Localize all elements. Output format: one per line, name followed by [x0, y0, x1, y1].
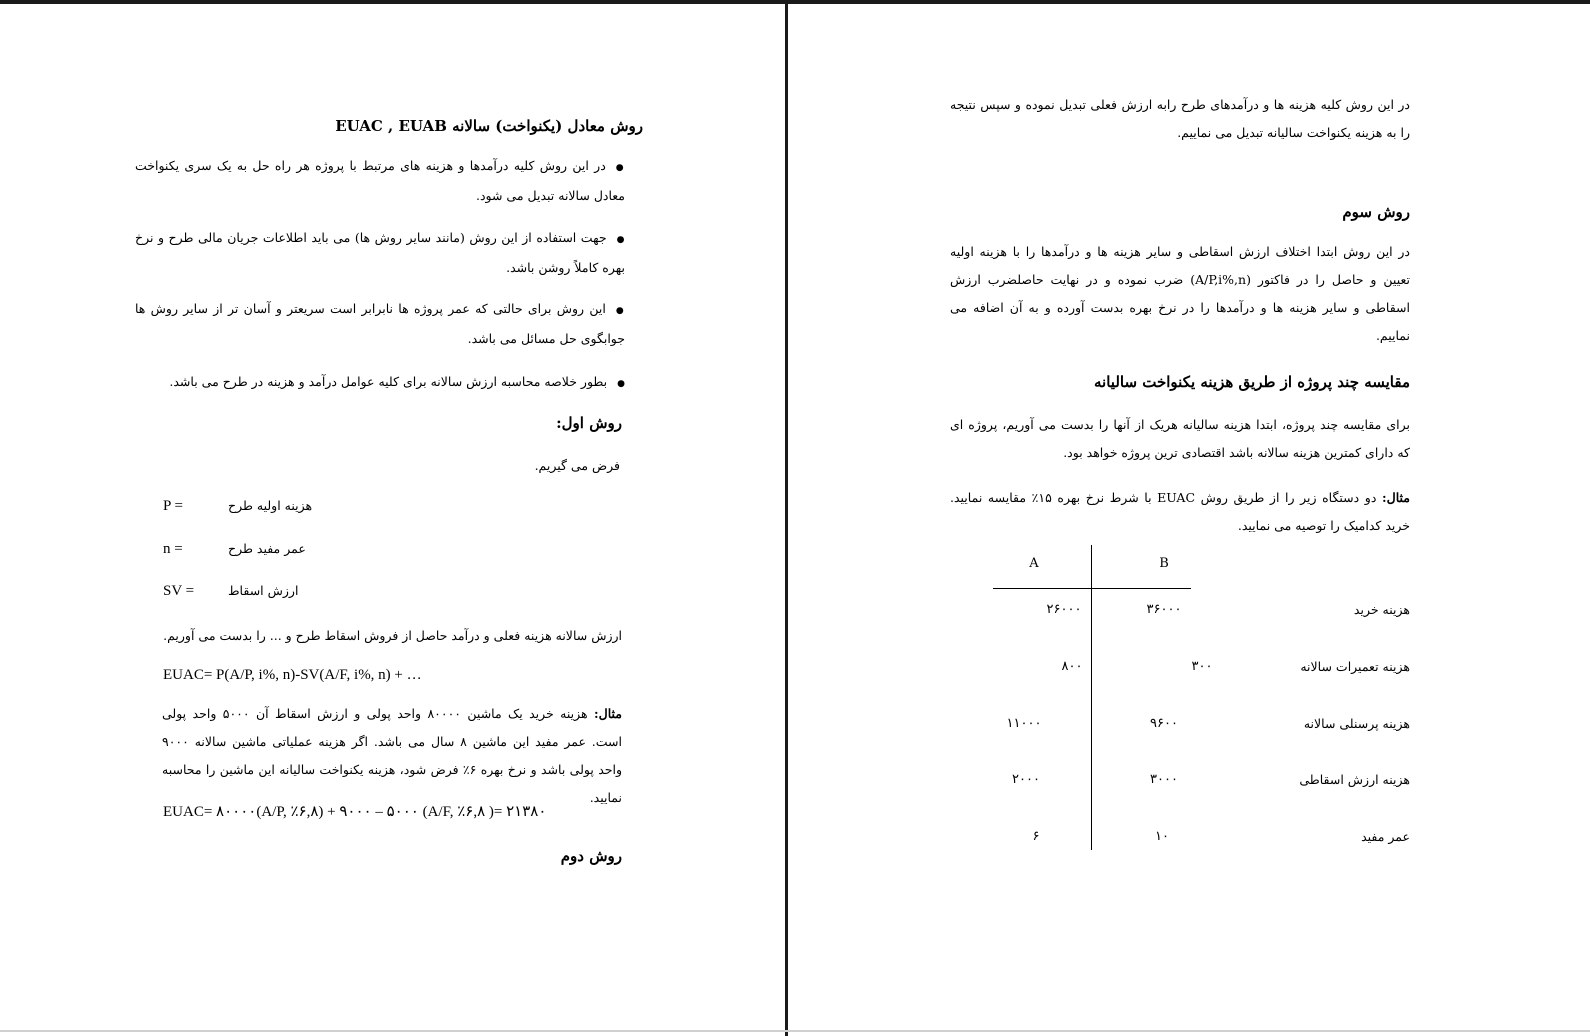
compare-paragraph: برای مقایسه چند پروژه، ابتدا هزینه سالیانه هریک از آنها را بدست می آوریم، پروژه ای که دارای کمترین هزینه سالانه باشد اقتصادی ترین پروژه خواهد بود. [950, 417, 1410, 460]
cell-a: ۸۰۰ [1061, 659, 1083, 674]
bullet-text: جهت استفاده از این روش (مانند سایر روش ها) می باید اطلاعات جریان مالی طرح و نرخ بهره کاملاً روشن باشد. [135, 230, 625, 275]
cell-a: ۲۰۰۰ [1012, 772, 1040, 787]
euac-formula: EUAC= P(A/P, i%, n)-SV(A/F, i%, n) + … [163, 667, 422, 683]
compare-heading: مقایسه چند پروژه از طریق هزینه یکنواخت سالیانه [1094, 373, 1410, 391]
cell-b: ۹۶۰۰ [1150, 716, 1178, 731]
cell-a: ۲۶۰۰۰ [1046, 602, 1082, 617]
bullet-text: بطور خلاصه محاسبه ارزش سالانه برای کلیه عوامل درآمد و هزینه در طرح می باشد. [169, 374, 608, 389]
table-vertical-line [1091, 545, 1092, 850]
euac-section-title: روش معادل (یکنواخت) سالانه EUAC , EUAB [335, 117, 643, 135]
example-paragraph [162, 700, 622, 812]
row-label: عمر مفید [1361, 829, 1410, 844]
cell-b: ۳۰۰۰ [1150, 772, 1178, 787]
variable-symbol: P = [163, 498, 183, 514]
cell-b: ۳۶۰۰۰ [1146, 602, 1182, 617]
assume-text: فرض می گیریم. [534, 458, 620, 473]
cell-b: ۱۰ [1155, 829, 1169, 844]
viewer-bottom-border [0, 1030, 1590, 1032]
bullet-icon: ● [615, 163, 625, 173]
method3-paragraph: در این روش ابتدا اختلاف ارزش اسقاطی و سایر هزینه ها و درآمدها را با هزینه اولیه تعیین و حاصل را در فاکتور (A/P,i%,n) ضرب نموده و در نهایت حاصلضرب ارزش اسقاطی و سایر هزینه ها و درآمدها را در نرخ بهره بدست آورده و به آن اضافه می نماییم. [950, 244, 1410, 343]
variable-symbol: n = [163, 541, 183, 557]
bullet-item [135, 152, 625, 210]
row-label: هزینه خرید [1353, 602, 1410, 617]
variable-description: هزینه اولیه طرح [228, 498, 313, 513]
example2-paragraph [950, 484, 1410, 540]
method3-heading: روش سوم [1342, 203, 1410, 221]
bullet-text: این روش برای حالتی که عمر پروژه ها نابرابر است سریعتر و آسان تر از سایر روش ها جوابگوی حل مسائل می باشد. [135, 301, 625, 346]
cell-a: ۶ [1032, 829, 1040, 844]
bullet-icon: ● [615, 306, 625, 316]
row-label: هزینه پرسنلی سالانه [1303, 716, 1410, 731]
bullet-icon: ● [616, 235, 625, 245]
column-header-a: A [1029, 556, 1039, 571]
example-text: هزینه خرید یک ماشین ۸۰۰۰۰ واحد پولی و ارزش اسقاط آن ۵۰۰۰ واحد پولی است. عمر مفید این ماشین ۸ سال می باشد. اگر هزینه عملیاتی ماشین سالانه ۹۰۰۰ واحد پولی باشد و نرخ بهره ۶٪ فرض شود، هزینه یکنواخت سالیانه این ماشین را محاسبه نمایید. [162, 706, 622, 805]
document-page-right [788, 4, 1590, 1030]
intro-paragraph: در این روش کلیه هزینه ها و درآمدهای طرح رابه ارزش فعلی تبدیل نموده و سپس نتیجه را به هزینه یکنواخت سالیانه تبدیل می نماییم. [950, 97, 1410, 140]
cell-b: ۳۰۰ [1191, 659, 1213, 674]
row-label: هزینه ارزش اسقاطی [1299, 772, 1410, 787]
variable-description: ارزش اسقاط [228, 583, 299, 598]
variable-description: عمر مفید طرح [228, 541, 306, 556]
method1-heading: روش اول: [556, 414, 622, 432]
annual-value-text: ارزش سالانه هزینه فعلی و درآمد حاصل از فروش اسقاط طرح و ... را بدست می آوریم. [163, 628, 622, 643]
example-formula: EUAC= ۸۰۰۰۰(A/P, ٪۶,۸) + ۹۰۰۰ – ۵۰۰۰ (A/F, ٪۶,۸ )= ۲۱۳۸۰ [163, 804, 547, 820]
bullet-item [135, 368, 625, 398]
variable-symbol: SV = [163, 583, 195, 599]
column-header-b: B [1159, 556, 1169, 571]
row-label: هزینه تعمیرات سالانه [1300, 659, 1410, 674]
bullet-icon: ● [617, 379, 625, 389]
example-label: مثال: [1382, 490, 1410, 505]
bullet-text: در این روش کلیه درآمدها و هزینه های مرتبط با پروژه هر راه حل به یک سری یکنواخت معادل سالانه تبدیل می شود. [135, 158, 625, 203]
cell-a: ۱۱۰۰۰ [1006, 716, 1042, 731]
table-header-line [993, 588, 1191, 589]
example-text: دو دستگاه زیر را از طریق روش EUAC با شرط نرخ بهره ۱۵٪ مقایسه نمایید. خرید کدامیک را توصیه می نمایید. [950, 490, 1410, 533]
method2-heading: روش دوم [560, 847, 622, 865]
example-label: مثال: [594, 706, 622, 721]
bullet-item [135, 295, 625, 353]
document-page-left [0, 4, 785, 1030]
bullet-item [135, 224, 625, 282]
